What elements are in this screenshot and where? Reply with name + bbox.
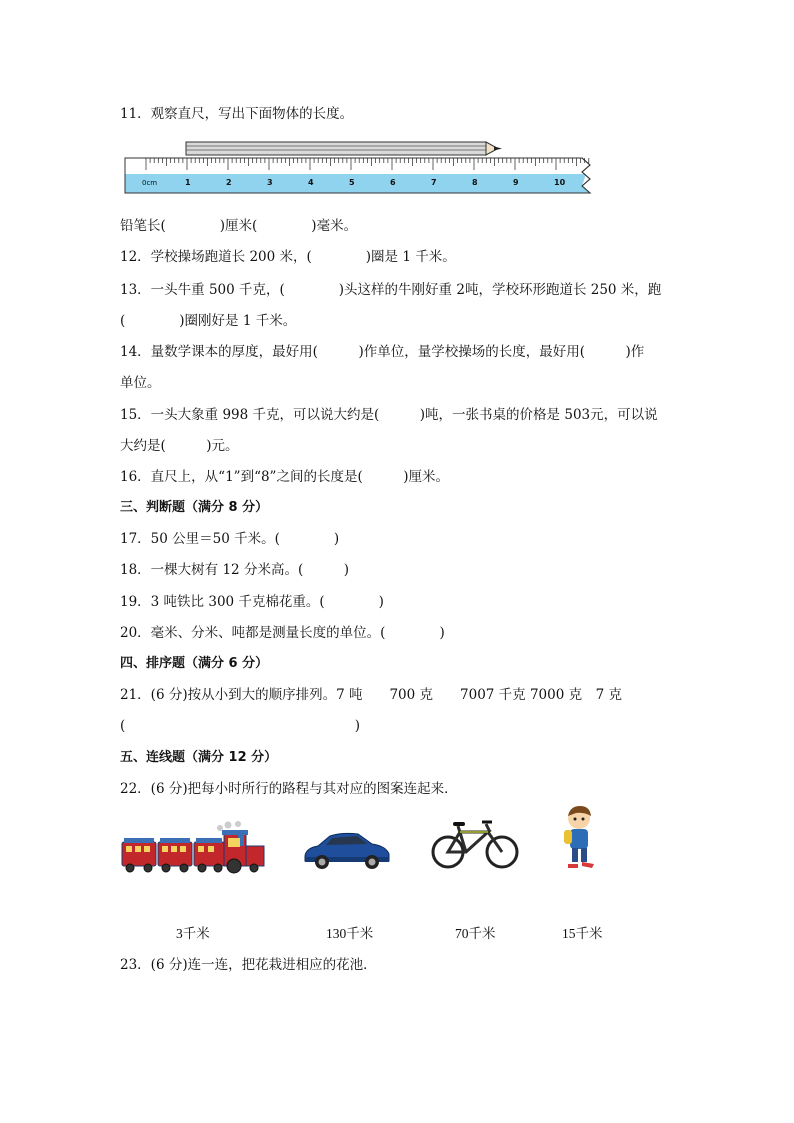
section-5-heading: 五、连线题（满分 12 分） [120,750,278,765]
question-11: 11．观察直尺，写出下面物体的长度。 [120,106,354,122]
question-15-line2: 大约是( )元。 [120,438,239,454]
question-17: 17．50 公里＝50 千米。( ) [120,531,340,547]
car-icon [302,828,392,873]
question-16: 16．直尺上，从“1”到“8”之间的长度是( )厘米。 [120,469,449,485]
question-21-line2: ( ) [120,718,361,734]
speed-label-3: 70千米 [455,926,496,941]
ruler-unit-label: 0cm [142,179,158,187]
question-14-line1: 14．量数学课本的厚度，最好用( )作单位，量学校操场的长度，最好用( )作 [120,344,645,360]
question-22: 22．(6 分)把每小时所行的路程与其对应的图案连起来． [120,781,458,797]
ruler-number: 6 [390,178,396,187]
ruler-with-pencil-image [120,138,600,198]
question-15-line1: 15．一头大象重 998 千克，可以说大约是( )吨，一张书桌的价格是 503元，可以说 [120,407,658,423]
ruler-number: 4 [308,178,314,187]
bicycle-icon [430,816,520,872]
question-18: 18．一棵大树有 12 分米高。( ) [120,562,349,578]
ruler-number: 3 [267,178,273,187]
speed-label-2: 130千米 [326,926,374,941]
ruler-number: 2 [226,178,232,187]
question-13-line2: ( )圈刚好是 1 千米。 [120,313,297,329]
question-11-answer: 铅笔长( )厘米( )毫米。 [120,218,358,234]
ruler-number: 8 [472,178,478,187]
walking-boy-icon [558,804,602,870]
question-23: 23．(6 分)连一连，把花栽进相应的花池． [120,957,377,973]
ruler-number: 9 [513,178,519,187]
ruler-number: 10 [554,178,566,187]
speed-label-1: 3千米 [176,926,210,941]
train-icon [120,820,268,880]
question-12: 12．学校操场跑道长 200 米，( )圈是 1 千米。 [120,249,456,265]
section-4-heading: 四、排序题（满分 6 分） [120,656,269,671]
section-3-heading: 三、判断题（满分 8 分） [120,500,269,515]
question-14-line2: 单位。 [120,375,161,391]
question-13-line1: 13．一头牛重 500 千克，( )头这样的牛刚好重 2吨，学校环形跑道长 250 米，跑 [120,282,662,298]
pencil-icon [186,142,502,155]
ruler-icon [125,158,590,193]
question-19: 19．3 吨铁比 300 千克棉花重。( ) [120,594,384,610]
speed-label-4: 15千米 [562,926,603,941]
ruler-number: 1 [185,178,191,187]
question-20: 20．毫米、分米、吨都是测量长度的单位。( ) [120,625,445,641]
ruler-number: 7 [431,178,437,187]
question-21-line1: 21．(6 分)按从小到大的顺序排列。7 吨 700 克 7007 千克 7000 克 7 克 [120,687,622,703]
ruler-number: 5 [349,178,355,187]
